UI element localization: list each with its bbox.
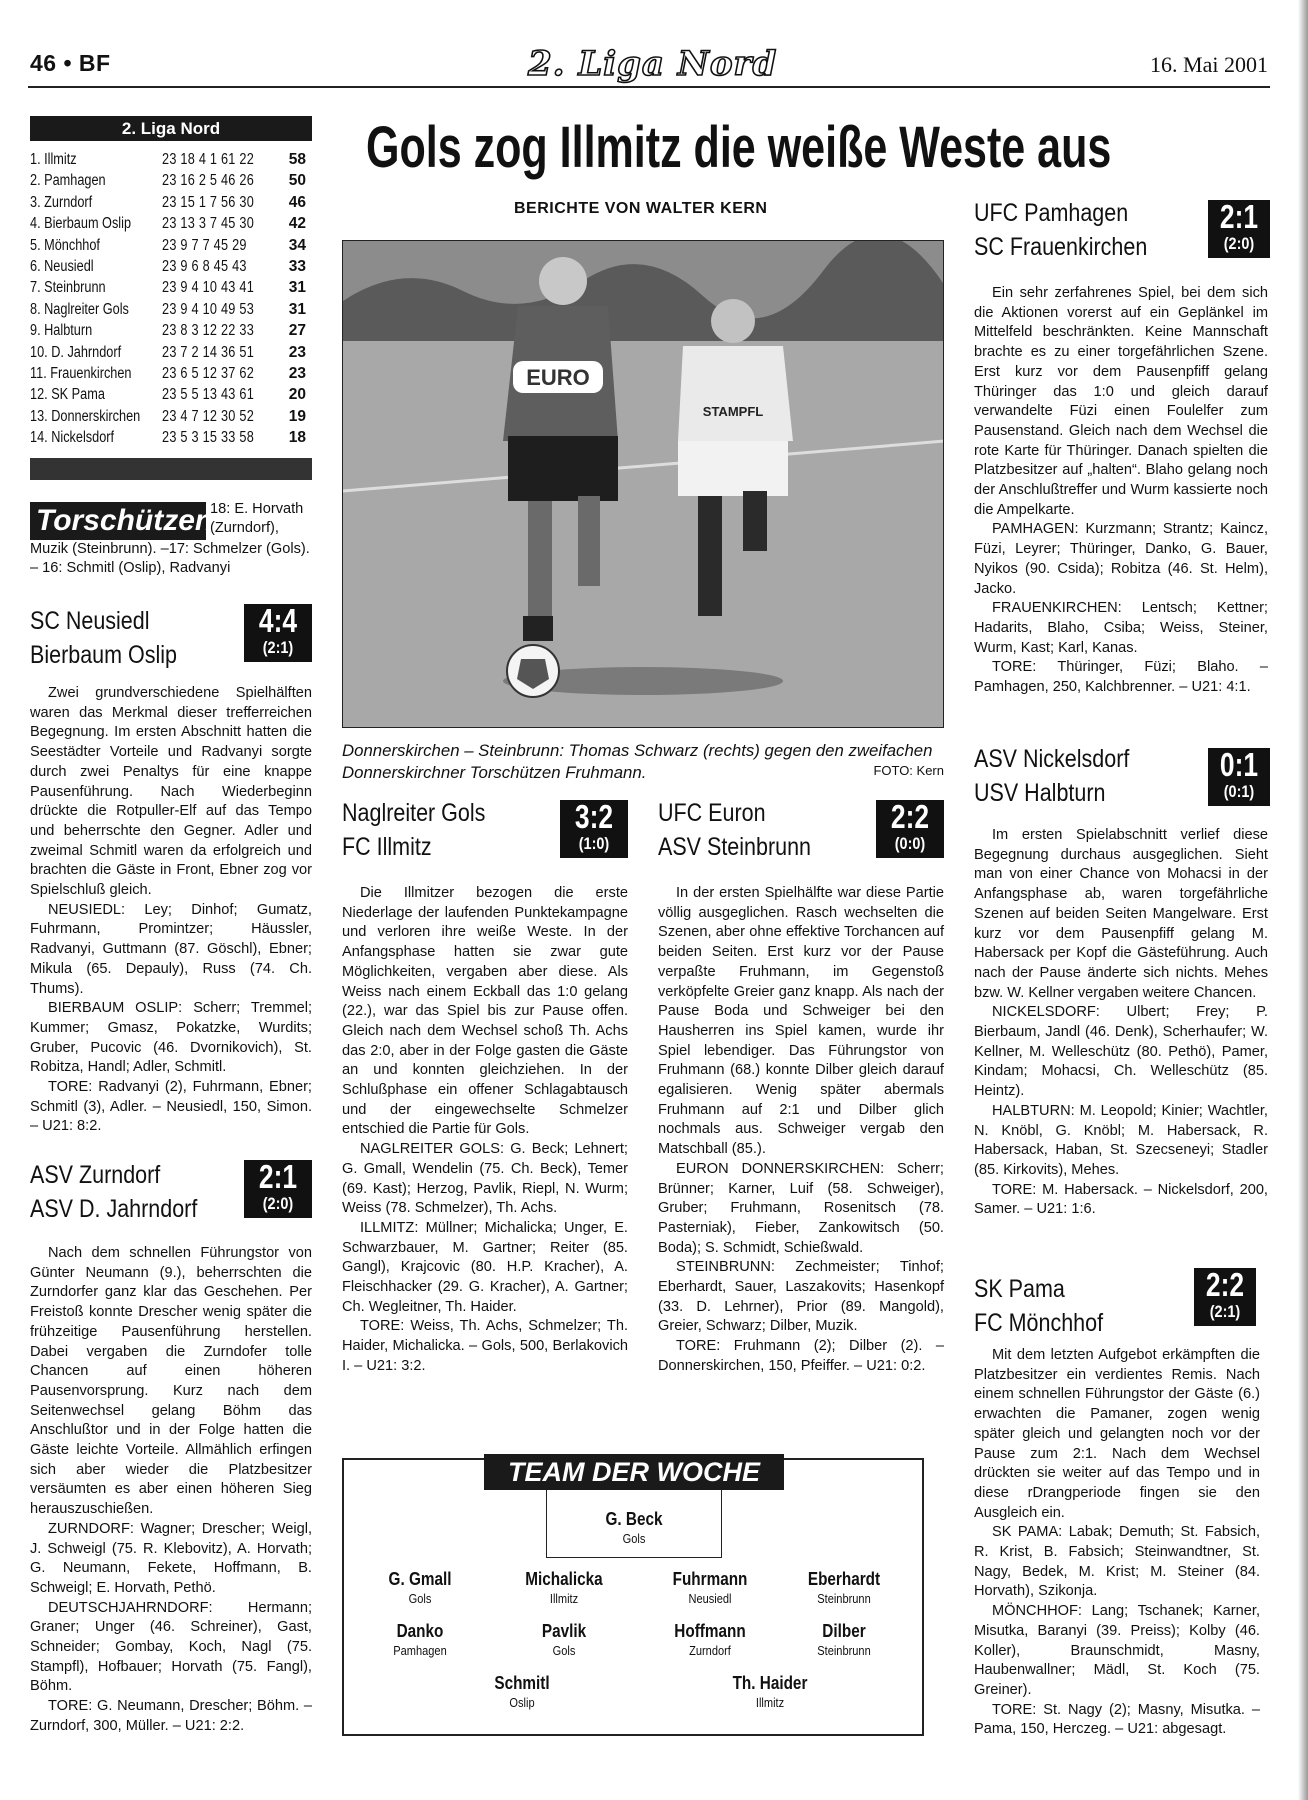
lineup-players: M. Leopold; Kinier; Wachtler, N. Knöbl, G. Knöbl; M. Habersack, R. Habersack, Haban, St. Szecseneyi; Stadler (85. Kirkovits), Mehes. [974, 1102, 1268, 1178]
score-box-pama [1194, 1268, 1256, 1326]
report-text: Im ersten Spielabschnitt verlief diese Begegnung durchaus ausgeglichen. Sieht man von einer Chance von Mohacsi in der Anfangsphase ab, waren torgefährliche Szenen auf beiden Seiten Mangelware. Erst kurz vor dem Pausenpfiff gelang M. Habersack per Kopf die Gästeführung. Auch nach der Pause änderte sich nichts. Mehes bzw. W. Kellner vergaben weitere Chancen. [974, 827, 1268, 1001]
lineup-label: HALBTURN: [992, 1102, 1075, 1119]
goals-text: M. Habersack. – Nickelsdorf, 200, Samer. – U21: 1:6. [974, 1181, 1268, 1218]
lineup-away [974, 1102, 1268, 1181]
team-points: 19 [288, 407, 306, 425]
team-of-week-player [640, 1568, 780, 1607]
player-name: Danko [396, 1621, 444, 1641]
goals [30, 1697, 312, 1736]
final-score: 2:2 [1205, 1266, 1245, 1303]
player-club: Gols [408, 1591, 432, 1606]
team-of-week-player [452, 1672, 592, 1711]
standings-row [30, 342, 312, 363]
report-text: Ein sehr zerfahrenes Spiel, bei dem sich die Aktionen vorerst auf ein Geplänkel im Mittelfeld beschränkten. Keine Mannschaft brachte es zu einer torgefährlichen Szene. Erst kurz vor dem Pausenpfiff gelang Thüringer das 1:0 und gleich darauf verwandelte Füzi einen Foulelfer zum Pausenstand. Gleich nach dem Wechsel die rote Karte für Thüringer. Danach spielten die Platzbesitzer auf „halten“. Blaho gelang noch der Anschlußtreffer und Wurm kassierte noch die Ampelkarte. [974, 285, 1268, 518]
team-name: 6. Neusiedl [30, 258, 94, 276]
team-stats: 23 9 6 8 45 43 [162, 258, 247, 276]
half-time-score: (0:0) [894, 834, 926, 853]
home-team: Naglreiter Gols [342, 799, 486, 827]
half-time-score: (2:0) [262, 1194, 294, 1213]
score-box-pamhagen [1208, 200, 1270, 258]
lineup-players: Scherr; Brünner; Karner, Luif (58. Schweiger), Gruber; Fruhmann, Rosenitsch (78. Pasterniak), Fieber, Zankowitsch (50. Boda); S. Schmidt, Schießwald. [658, 1160, 944, 1256]
team-of-week-player [564, 1508, 704, 1547]
team-points: 31 [288, 279, 306, 297]
team-name: 10. D. Jahrndorf [30, 343, 122, 361]
player-club: Gols [622, 1531, 646, 1546]
team-points: 46 [288, 193, 306, 211]
team-stats: 23 5 5 13 43 61 [162, 386, 255, 404]
lineup-players: Ulbert; Frey; P. Bierbaum, Jandl (46. Denk), Scherhaufer; W. Kellner, M. Welleschütz (80. Pethö), Pamer, Kindam; Mohacsi, Ch. Welleschütz (85. Heintz). [974, 1004, 1268, 1100]
team-points: 31 [288, 300, 306, 318]
player-name: Pavlik [541, 1621, 587, 1641]
lineup-home [974, 1523, 1260, 1602]
team-points: 33 [288, 258, 306, 276]
standings-row [30, 213, 312, 234]
photo-caption [342, 740, 944, 784]
goals [974, 658, 1268, 697]
lineup-away [342, 1219, 628, 1318]
lineup-players: Müllner; Michalicka; Unger, E. Schwarzbauer, M. Gartner; Reiter (85. Gangl), Krajcovic (80. H.P. Kracher), A. Fleischhacker (29. G. Kracher), A. Gartner; Ch. Wegleitner, Th. Haider. [342, 1219, 628, 1315]
match-header-zurndorf [30, 1158, 225, 1226]
player-name: Michalicka [525, 1569, 603, 1589]
home-team: ASV Zurndorf [30, 1161, 161, 1189]
player-club: Illmitz [755, 1695, 785, 1710]
team-name: 2. Pamhagen [30, 172, 106, 190]
team-name: 13. Donnerskirchen [30, 407, 141, 425]
half-time-score: (2:1) [1209, 1302, 1241, 1321]
standings-row [30, 320, 312, 341]
match-report-neusiedl [30, 684, 312, 1137]
team-points: 23 [288, 365, 306, 383]
team-points: 18 [288, 429, 306, 447]
match-report-pamhagen [974, 284, 1268, 698]
goals-label: TORE: [992, 1701, 1037, 1718]
team-of-week-player [350, 1620, 490, 1659]
lineup-players: Labak; Demuth; St. Fabsich, R. Krist, B. Fabsich; Steinwandtner, St. Nagy, Bedek, M. Krist; M. Steiner (84. Horvath), Szikonja. [974, 1524, 1260, 1600]
lineup-label: ILLMITZ: [360, 1219, 419, 1236]
team-stats: 23 15 1 7 56 30 [162, 193, 255, 211]
player-club: Gols [552, 1643, 576, 1658]
standings-row [30, 192, 312, 213]
score-box-neusiedl [244, 604, 312, 662]
lineup-label: MÖNCHHOF: [992, 1603, 1082, 1620]
report-text: Mit dem letzten Aufgebot erkämpften die Platzbesitzer ein verdientes Remis. Nach einem schnellen Führungstor der Gäste (6.) erwachten die Pamaner, zogen wenig später gleich und gelangten noch vor der Pause zum 2:1. Nach dem Wechsel drückten sie weiter auf das Tempo und in diese rDrangperiode fingen sie den Ausgleich ein. [974, 1347, 1260, 1521]
player-club: Steinbrunn [817, 1591, 871, 1606]
match-photo [342, 240, 944, 728]
lineup-label: NEUSIEDL: [48, 901, 126, 918]
team-of-week-player [640, 1620, 780, 1659]
team-of-week-title: TEAM DER WOCHE [508, 1457, 760, 1487]
goals [658, 1337, 944, 1376]
lineup-home [30, 1520, 312, 1599]
standings-row [30, 235, 312, 256]
goals-label: TORE: [48, 1079, 93, 1096]
team-points: 27 [288, 322, 306, 340]
lineup-home [30, 901, 312, 1000]
goals-text: Radvanyi (2), Fuhrmann, Ebner; Schmitl (3), Adler. – Neusiedl, 150, Simon. – U21: 8:2. [30, 1079, 312, 1135]
lineup-players: Zechmeister; Tinhof; Eberhardt, Sauer, Laszakovits; Hasenkopf (33. D. Lehrner), Prior (89. Mangold), Greier, Schwarz; Dilber, Muzik. [658, 1259, 944, 1335]
scorers-title: Torschützen [36, 504, 214, 537]
goals [30, 1078, 312, 1137]
lineup-away [658, 1258, 944, 1337]
team-stats: 23 18 4 1 61 22 [162, 151, 255, 168]
team-name: 14. Nickelsdorf [30, 429, 115, 447]
half-time-score: (2:1) [262, 638, 294, 657]
team-stats: 23 9 4 10 49 53 [162, 300, 255, 318]
standings-table [30, 116, 312, 449]
photo-caption-text: Donnerskirchen – Steinbrunn: Thomas Schwarz (rechts) gegen den zweifachen Donnerskirchner Torschützen Fruhmann. [342, 741, 933, 782]
home-team: SK Pama [974, 1275, 1065, 1303]
player-name: Dilber [822, 1621, 866, 1641]
section-title: 2. Liga Nord [528, 44, 778, 84]
photo-credit: FOTO: Kern [873, 763, 944, 778]
team-stats: 23 9 7 7 45 29 [162, 236, 247, 254]
lineup-players: Hermann; Graner; Unger (46. Schreiner), Gast, Schneider; Gombay, Koch, Nagl (75. Stampfl), Hofbauer; Horvath (75. Fangl), Böhm. [30, 1599, 312, 1695]
lineup-label: BIERBAUM OSLIP: [48, 1000, 183, 1017]
team-name: 12. SK Pama [30, 386, 105, 404]
half-time-score: (2:0) [1223, 234, 1255, 253]
shirt-right-text: STAMPFL [702, 404, 764, 419]
away-team: FC Mönchhof [974, 1309, 1104, 1337]
match-report-nickelsdorf [974, 826, 1268, 1220]
team-points: 20 [288, 386, 306, 404]
player-club: Pamhagen [393, 1643, 447, 1658]
lineup-away [974, 1602, 1260, 1701]
standings-title: 2. Liga Nord [30, 116, 312, 141]
half-time-score: (0:1) [1223, 782, 1255, 801]
team-stats: 23 7 2 14 36 51 [162, 343, 255, 361]
standings-row [30, 406, 312, 427]
page-number: 46 • BF [30, 50, 111, 76]
lineup-label: EURON DONNERSKIRCHEN: [676, 1160, 885, 1177]
match-report-euron [658, 884, 944, 1377]
shirt-left-text: EURO [526, 365, 590, 390]
player-club: Neusiedl [688, 1591, 732, 1606]
team-name: 3. Zurndorf [30, 193, 93, 211]
away-team: FC Illmitz [342, 833, 432, 861]
team-points: 50 [288, 172, 306, 190]
away-team: ASV Steinbrunn [658, 833, 811, 861]
score-box-euron [876, 800, 944, 858]
away-team: Bierbaum Oslip [30, 641, 177, 669]
team-name: 5. Mönchhof [30, 236, 100, 254]
scorers-text: 18: E. Horvath (Zurndorf), [210, 501, 304, 536]
lineup-label: NICKELSDORF: [992, 1004, 1100, 1021]
player-name: G. Beck [605, 1509, 663, 1529]
team-stats: 23 16 2 5 46 26 [162, 172, 255, 190]
team-of-week-player [494, 1568, 634, 1607]
standings-rows [30, 141, 312, 449]
player-name: Eberhardt [807, 1569, 881, 1589]
half-time-score: (1:0) [578, 834, 610, 853]
team-stats: 23 6 5 12 37 62 [162, 365, 255, 383]
team-points: 23 [288, 343, 306, 361]
player-club: Zurndorf [689, 1643, 731, 1658]
team-of-week-player [774, 1620, 914, 1659]
lineup-away [30, 999, 312, 1078]
match-header-gols [342, 796, 509, 864]
team-name: 7. Steinbrunn [30, 279, 106, 297]
lineup-home [974, 520, 1268, 599]
standings-row [30, 170, 312, 191]
report-text: Die Illmitzer bezogen die erste Niederlage der laufenden Punktekampagne und verloren ihre weiße Weste. In der Anfangsphase hatten sie zwar gute Möglichkeiten, vergaben aber diese. Als Weiss nach einem Eckball das 1:0 gelang (22.), war das Spiel bis zur Pause offen. Gleich nach dem Wechsel schoß Th. Achs das 2:0, aber in der Folge gasten die Gäste an und konnten gleichziehen. In der Schlußphase ein offener Schlagabtausch und der eingewechselte Schmelzer entschied die Partie für Gols. [342, 885, 628, 1138]
lineup-players: G. Beck; Lehnert; G. Gmall, Wendelin (75. Ch. Beck), Temer (69. Kast); Herzog, Pavlik, Riepl, N. Wurm; Weiss (78. Schmelzer), Th. Achs. [342, 1141, 628, 1217]
report-text: Zwei grundverschiedene Spielhälften waren das Merkmal dieser trefferreichen Begegnung. Im ersten Abschnitt hatten die Seestädter Vorteile und Radvanyi sorgte durch zwei Penaltys für eine knappe Pausenführung. Nach Wiederbeginn drückte die Rotpuller-Elf auf das Tempo und beherrschte den Gegner. Adler und zweimal Schmitl waren da erfolgreich und brachten die Gäste in Front, Ebner zog vor Spielschluß gleich. [30, 685, 312, 899]
lineup-players: Ley; Dinhof; Gumatz, Fuhrmann, Promintzer; Häussler, Radvanyi, Guttmann (87. Göschl), Ebner; Mikula (65. Depauly), Russ (74. Ch. Thums). [30, 901, 312, 997]
score-box-zurndorf [244, 1160, 312, 1218]
team-stats: 23 8 3 12 22 33 [162, 322, 255, 340]
goals-label: TORE: [360, 1318, 405, 1335]
byline: BERICHTE VON WALTER KERN [514, 200, 768, 217]
goals-label: TORE: [992, 1181, 1037, 1198]
match-header-pama [974, 1272, 1124, 1340]
team-points: 42 [288, 215, 306, 233]
goals [974, 1181, 1268, 1220]
team-of-week-player [350, 1568, 490, 1607]
lineup-label: ZURNDORF: [48, 1520, 134, 1537]
goals-text: St. Nagy (2); Masny, Misutka. – Pama, 150, Herczeg. – U21: abgesagt. [974, 1701, 1260, 1738]
goals [342, 1317, 628, 1376]
goals-label: TORE: [992, 659, 1037, 676]
lineup-home [658, 1160, 944, 1259]
lineup-players: Kurzmann; Strantz; Kaincz, Füzi, Leyrer; Thüringer, Danko, G. Bauer, Nyikos (90. Csida); Robitza (46. St. Helm), Jacko. [974, 521, 1268, 597]
player-club: Illmitz [549, 1591, 579, 1606]
standings-row [30, 363, 312, 384]
standings-row [30, 149, 312, 170]
page-edge-shadow [1298, 0, 1308, 1800]
final-score: 3:2 [574, 798, 614, 835]
standings-row [30, 384, 312, 405]
team-stats: 23 13 3 7 45 30 [162, 215, 255, 233]
match-report-pama [974, 1346, 1260, 1740]
standings-row [30, 427, 312, 448]
lineup-label: PAMHAGEN: [992, 521, 1079, 538]
home-team: ASV Nickelsdorf [974, 745, 1130, 773]
lineup-home [974, 1003, 1268, 1102]
final-score: 4:4 [258, 602, 298, 639]
lineup-players: Wagner; Drescher; Weigl, J. Schweigl (75. R. Klebovitz), A. Horvath; G. Neumann, Fekete, Hoffmann, B. Schweigl; E. Horvath, Pethö. [30, 1520, 312, 1596]
final-score: 2:2 [890, 798, 930, 835]
player-name: Hoffmann [674, 1621, 746, 1641]
goals-text: Fruhmann (2); Dilber (2). – Donnerskirchen, 150, Pfeiffer. – U21: 0:2. [658, 1338, 945, 1374]
report-text: Nach dem schnellen Führungstor von Günter Neumann (9.), beherrschten die Zurndorfer ganz klar das Geschehen. Per Freistoß konnte Drescher wenig später die frühzeitige Pausenführung herstellen. Dabei vergaben die Zurndofer tolle Chancen auf einen höheren Pausenvorsprung. Kurz nach dem Seitenwechsel gelang Böhm das Anschlußtor und in der Folge hatten die Gäste leichte Vorteile. Allmählich erfingen sich aber wieder die Platzbesitzer versäumten es aber einen höheren Sieg herauszuschießen. [30, 1245, 312, 1518]
lineup-label: DEUTSCHJAHRNDORF: [48, 1599, 213, 1616]
team-of-week-player [774, 1568, 914, 1607]
home-team: SC Neusiedl [30, 607, 150, 635]
player-name: Th. Haider [732, 1673, 808, 1693]
away-team: USV Halbturn [974, 779, 1106, 807]
team-stats: 23 9 4 10 43 41 [162, 279, 255, 297]
standings-row [30, 256, 312, 277]
match-header-nickelsdorf [974, 742, 1155, 810]
headline: Gols zog Illmitz die weiße Weste aus [366, 115, 1112, 180]
team-name: 11. Frauenkirchen [30, 365, 132, 383]
away-team: SC Frauenkirchen [974, 233, 1148, 261]
team-name: 9. Halbturn [30, 322, 93, 340]
away-team: ASV D. Jahrndorf [30, 1195, 198, 1223]
lineup-label: FRAUENKIRCHEN: [992, 600, 1122, 617]
match-report-zurndorf [30, 1244, 312, 1737]
goals-text: G. Neumann, Drescher; Böhm. – Zurndorf, 300, Müller. – U21: 2:2. [30, 1698, 312, 1734]
team-name: 8. Naglreiter Gols [30, 300, 129, 318]
lineup-label: SK PAMA: [992, 1524, 1063, 1541]
match-report-gols [342, 884, 628, 1377]
header-rule [28, 86, 1270, 88]
lineup-players: Scherr; Tremmel; Kummer; Gmasz, Pokatzke, Wurdits; Gruber, Pucovic (46. Dvornikovich), St. Robitza, Handl; Adler, Schmitl. [30, 1000, 313, 1076]
player-club: Oslip [509, 1695, 535, 1710]
goals [974, 1701, 1260, 1740]
final-score: 2:1 [1219, 198, 1259, 235]
match-photo-drawing [343, 241, 944, 728]
home-team: UFC Pamhagen [974, 199, 1129, 227]
score-box-nickelsdorf [1208, 748, 1270, 806]
lineup-label: NAGLREITER GOLS: [360, 1141, 505, 1158]
goals-text: Weiss, Th. Achs, Schmelzer; Th. Haider, Michalicka. – Gols, 500, Berlakovich I. – U21: 3:2. [342, 1318, 628, 1374]
match-header-pamhagen [974, 196, 1175, 264]
final-score: 2:1 [258, 1158, 298, 1195]
team-name: 4. Bierbaum Oslip [30, 215, 132, 233]
match-header-euron [658, 796, 836, 864]
team-stats: 23 4 7 12 30 52 [162, 407, 255, 425]
publication-date: 16. Mai 2001 [1150, 52, 1268, 77]
final-score: 0:1 [1219, 746, 1259, 783]
home-team: UFC Euron [658, 799, 766, 827]
goals-label: TORE: [676, 1338, 721, 1355]
goals-label: TORE: [48, 1698, 93, 1715]
team-name: 1. Illmitz [30, 151, 77, 168]
lineup-players: Lang; Tschanek; Karner, Misutka, Baranyi (39. Preiss); Kolby (46. Koller), Braunschmidt, Masny, Haubenwallner; Mädl, St. Koch (75. Greiner). [974, 1603, 1261, 1698]
player-name: Schmitl [494, 1673, 550, 1693]
score-box-gols [560, 800, 628, 858]
lineup-away [974, 599, 1268, 658]
lineup-players: Lentsch; Kettner; Hadarits, Blaho, Csiba; Weiss, Steiner, Wurm, Kast; Karl, Kanas. [974, 600, 1268, 656]
scorers-text-cont: Muzik (Steinbrunn). –17: Schmelzer (Gols). – 16: Schmitl (Oslip), Radvanyi [30, 541, 310, 576]
standings-row [30, 277, 312, 298]
standings-row [30, 299, 312, 320]
team-of-week-player [494, 1620, 634, 1659]
lineup-label: STEINBRUNN: [676, 1259, 775, 1276]
report-text: In der ersten Spielhälfte war diese Partie völlig ausgeglichen. Rasch wechselten die Szenen, aber ohne effektive Torchancen auf beiden Seiten. Erst kurz vor der Pause verpaßte Fruhmann, im Gegenstoß verköpfelte Greier ganz knapp. Als nach der Pause Boda und Schweiger bei den Hausherren ins Spiel kamen, wurde ihr Spiel lebendiger. Das Führungstor von Fruhmann (68.) konnte Dilber gleich darauf egalisieren. Wenig später abermals Fruhmann auf 2:1 und Dilber glich nochmals aus. Schweiger vergab den Matschball (85.). [658, 885, 944, 1158]
team-points: 34 [288, 236, 306, 254]
team-stats: 23 5 3 15 33 58 [162, 429, 255, 447]
team-of-week-player [700, 1672, 840, 1711]
team-points: 58 [288, 151, 306, 168]
player-club: Steinbrunn [817, 1643, 871, 1658]
match-header-neusiedl [30, 604, 201, 672]
standings-footer-bar [30, 458, 312, 480]
player-name: G. Gmall [388, 1569, 452, 1589]
goals-text: Thüringer, Füzi; Blaho. – Pamhagen, 250, Kalchbrenner. – U21: 4:1. [974, 659, 1268, 696]
player-name: Fuhrmann [672, 1569, 748, 1589]
lineup-home [342, 1140, 628, 1219]
lineup-away [30, 1599, 312, 1698]
